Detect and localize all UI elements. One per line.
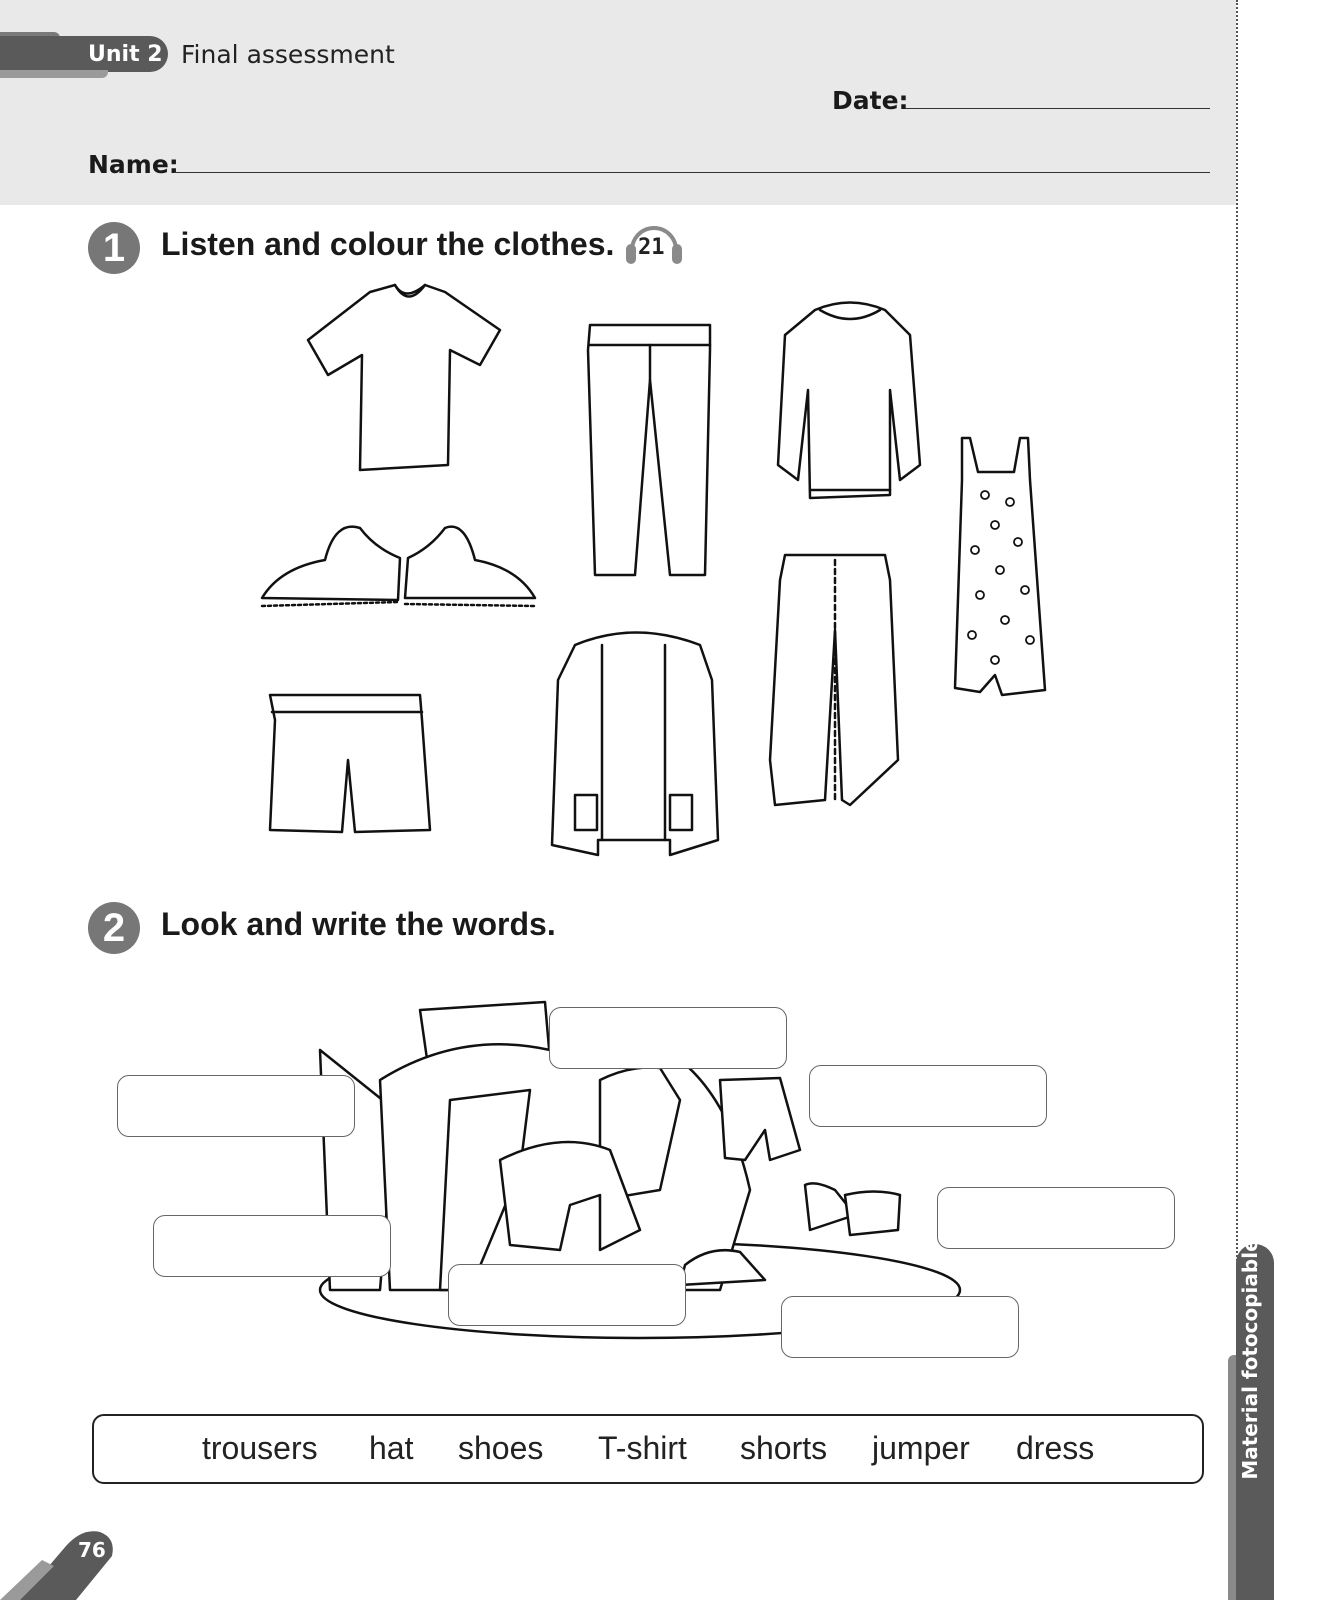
- track-number: 21: [638, 235, 665, 260]
- answer-box-2[interactable]: [117, 1075, 355, 1137]
- unit-label: Unit 2: [88, 42, 163, 67]
- answer-box-6[interactable]: [448, 1264, 686, 1326]
- jumper-drawing: [778, 303, 920, 499]
- page-title: Final assessment: [181, 40, 395, 69]
- clothes-illustration: [250, 280, 1100, 880]
- answer-box-1[interactable]: [549, 1007, 787, 1069]
- jacket-drawing: [552, 633, 718, 856]
- name-label: Name:: [88, 150, 179, 179]
- date-label: Date:: [832, 86, 909, 115]
- answer-box-4[interactable]: [937, 1187, 1175, 1249]
- trousers-drawing: [588, 325, 710, 575]
- exercise-1-number: 1: [88, 222, 140, 274]
- word-bank-item: shoes: [458, 1430, 544, 1466]
- dress-drawing: [955, 438, 1045, 695]
- shorts-drawing: [270, 695, 430, 832]
- answer-box-5[interactable]: [153, 1215, 391, 1277]
- word-bank-item: hat: [369, 1430, 414, 1466]
- word-bank-item: dress: [1016, 1430, 1095, 1466]
- word-bank-item: T-shirt: [598, 1430, 687, 1466]
- exercise-2-number: 2: [88, 902, 140, 954]
- page-number: 76: [78, 1538, 106, 1562]
- shoes-drawing: [262, 527, 535, 606]
- t-shirt-drawing: [308, 285, 500, 470]
- headphones-icon: [624, 220, 684, 266]
- exercise-2-instruction: Look and write the words.: [161, 906, 556, 942]
- side-label: Material fotocopiable: [1238, 1238, 1262, 1480]
- word-bank: [92, 1414, 1204, 1484]
- unit-tab-underline: [0, 70, 108, 78]
- word-bank-item: jumper: [872, 1430, 970, 1466]
- date-field[interactable]: [905, 108, 1210, 109]
- answer-box-7[interactable]: [781, 1296, 1019, 1358]
- word-bank-item: trousers: [202, 1430, 318, 1466]
- answer-box-3[interactable]: [809, 1065, 1047, 1127]
- name-field[interactable]: [174, 172, 1210, 173]
- header-band: [0, 0, 1236, 205]
- exercise-1-instruction: Listen and colour the clothes.: [161, 226, 615, 262]
- word-bank-item: shorts: [740, 1430, 828, 1466]
- jeans-drawing: [770, 555, 898, 805]
